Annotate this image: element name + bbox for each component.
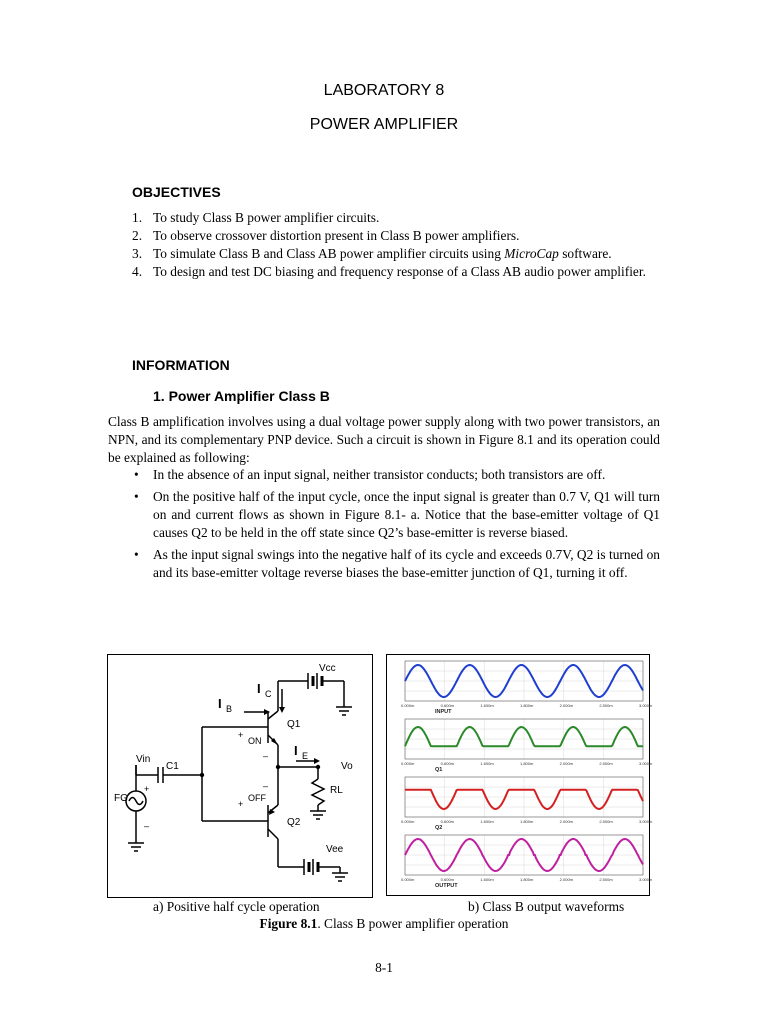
x-tick-label: 1.600m [480, 877, 494, 882]
x-tick-label: 2.000m [559, 819, 574, 824]
x-tick-label: 0.000m [401, 703, 415, 708]
waveform-svg [387, 655, 653, 895]
vin-label: Vin [136, 754, 151, 765]
caption-a: a) Positive half cycle operation [153, 899, 320, 914]
objective-number: 2. [132, 228, 143, 243]
objective-number: 1. [132, 210, 143, 225]
circuit-diagram [107, 654, 373, 898]
x-tick-label: 1.800m [520, 761, 534, 766]
x-tick-label: 0.000m [401, 761, 415, 766]
waveform-panel [401, 835, 653, 889]
x-tick-label: 2.500m [599, 703, 613, 708]
waveform-panel [401, 661, 653, 715]
x-tick-label: 0.000m [401, 877, 415, 882]
caption-b: b) Class B output waveforms [468, 899, 625, 914]
panel-label: OUTPUT [435, 883, 458, 889]
waveform-panel [401, 719, 653, 773]
minus-on: – [263, 751, 269, 761]
x-tick-label: 0.600m [440, 703, 455, 708]
objective-item [132, 227, 660, 245]
bullet-text: In the absence of an input signal, neither transistor conducts; both transistors are off. [153, 467, 606, 482]
ic-label: I [257, 681, 261, 696]
plus-off: + [238, 799, 244, 809]
waveform-panel [401, 777, 653, 831]
minus-fg: – [144, 821, 150, 831]
objective-item [132, 245, 660, 263]
objectives-heading: OBJECTIVES [132, 184, 221, 200]
ib-sub: B [226, 704, 233, 714]
objective-item [132, 263, 660, 281]
figure-label: Figure 8.1 [259, 916, 318, 931]
figure-text: . Class B power amplifier operation [317, 916, 509, 931]
c1-label: C1 [166, 761, 179, 772]
ie-sub: E [302, 751, 309, 761]
bullet-icon: • [134, 467, 139, 482]
x-tick-label: 1.600m [480, 703, 494, 708]
x-tick-label: 1.800m [520, 703, 534, 708]
on-label: ON [248, 736, 262, 746]
x-tick-label: 3.000m [639, 703, 653, 708]
lab-title: LABORATORY 8 [323, 82, 445, 99]
waveform-chart [386, 654, 653, 896]
vcc-label: Vcc [319, 663, 336, 674]
x-tick-label: 2.500m [599, 819, 613, 824]
plus-on: + [238, 730, 244, 740]
vo-label: Vo [341, 761, 353, 772]
x-tick-label: 2.000m [559, 877, 574, 882]
x-tick-label: 1.800m [520, 877, 534, 882]
figure-caption [0, 916, 768, 932]
off-label: OFF [248, 793, 266, 803]
panel-label: Q1 [435, 767, 443, 773]
ic-sub: C [265, 689, 272, 699]
q2-label: Q2 [287, 817, 301, 828]
bullet-icon: • [134, 547, 139, 562]
information-heading: INFORMATION [132, 357, 230, 373]
objective-text: To observe crossover distortion present in Class B power amplifiers. [153, 228, 520, 243]
vee-label: Vee [326, 844, 344, 855]
plus-fg: + [144, 784, 150, 794]
bullet-item [132, 488, 660, 542]
bullet-item [132, 466, 660, 484]
objective-text-end: software. [558, 246, 612, 261]
q1-label: Q1 [287, 719, 301, 730]
x-tick-label: 3.000m [639, 877, 653, 882]
circuit-svg [108, 655, 372, 897]
panel-label: Q2 [435, 825, 443, 831]
bullet-text: As the input signal swings into the negative half of its cycle and exceeds 0.7V, Q2 is turned on and its base-emitter voltage reverse biases the base-emitter junction of Q1, turning it off. [153, 547, 660, 580]
x-tick-label: 2.000m [559, 703, 574, 708]
x-tick-label: 1.800m [520, 819, 534, 824]
x-tick-label: 0.600m [440, 761, 455, 766]
bullet-icon: • [134, 489, 139, 504]
ib-label: I [218, 696, 222, 711]
x-tick-label: 0.600m [440, 877, 455, 882]
objective-text: To study Class B power amplifier circuits. [153, 210, 380, 225]
objective-item [132, 209, 660, 227]
objective-text: To design and test DC biasing and frequency response of a Class AB audio power amplifier. [153, 264, 646, 279]
objectives-list [132, 209, 660, 281]
bullet-text: On the positive half of the input cycle, once the input signal is greater than 0.7 V, Q1 will turn on and current flows as shown in Figure 8.1- a. Notice that the base-emitter voltage of Q1 causes Q2 to be held in the off state since Q2’s base-emitter is reverse biased. [153, 489, 660, 540]
panel-label: INPUT [435, 709, 452, 715]
x-tick-label: 1.600m [480, 761, 494, 766]
rl-label: RL [330, 785, 343, 796]
objective-number: 3. [132, 246, 143, 261]
x-tick-label: 0.000m [401, 819, 415, 824]
bullet-list [132, 466, 660, 586]
x-tick-label: 1.600m [480, 819, 494, 824]
x-tick-label: 0.600m [440, 819, 455, 824]
intro-paragraph: Class B amplification involves using a dual voltage power supply along with two power transistors, an NPN, and its complementary PNP device. Such a circuit is shown in Figure 8.1 and its operation could be explained as following: [108, 414, 660, 465]
fg-label: FG [114, 793, 128, 804]
x-tick-label: 2.000m [559, 761, 574, 766]
x-tick-label: 3.000m [639, 819, 653, 824]
section-heading: 1. Power Amplifier Class B [153, 388, 330, 404]
objective-text: To simulate Class B and Class AB power amplifier circuits using [153, 246, 505, 261]
objective-number: 4. [132, 264, 143, 279]
bullet-item [132, 546, 660, 582]
ie-label: I [294, 743, 298, 758]
software-name: MicroCap [504, 246, 559, 261]
x-tick-label: 3.000m [639, 761, 653, 766]
page-number: 8-1 [375, 960, 393, 975]
minus-off: – [263, 781, 269, 791]
subject-title: POWER AMPLIFIER [309, 116, 459, 133]
x-tick-label: 2.500m [599, 877, 613, 882]
x-tick-label: 2.500m [599, 761, 613, 766]
